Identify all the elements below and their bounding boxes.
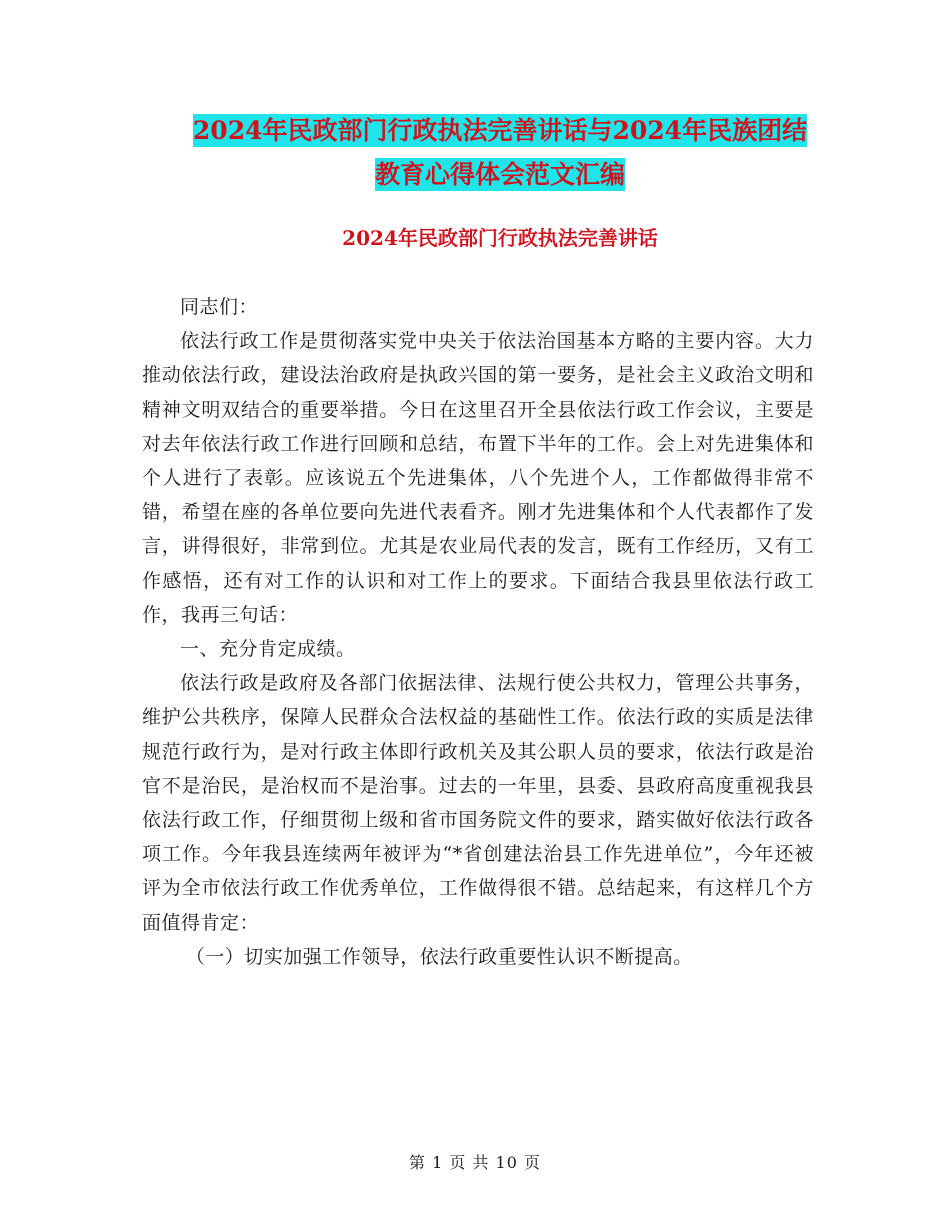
- section-heading: 一、充分肯定成绩。: [180, 638, 356, 661]
- subsection-heading: （一）切实加强工作领导，依法行政重要性认识不断提高。: [185, 945, 693, 968]
- body-paragraph: 依法行政工作是贯彻落实党中央关于依法治国基本方略的主要内容。大力推动依法行政，建设法治政府是执政兴国的第一要务，是社会主义政治文明和精神文明双结合的重要举措。今日在这里召开全县依法行政工作会议，主要是对去年依法行政工作进行回顾和总结，布置下半年的工作。会上对先进集体和个人进行了表彰。应该说五个先进集体，八个先进个人，工作都做得非常不错，希望在座的各单位要向先进代表看齐。刚才先进集体和个人代表都作了发言，讲得很好，非常到位。尤其是农业局代表的发言，既有工作经历，又有工作感悟，还有对工作的认识和对工作上的要求。下面结合我县里依法行政工作，我再三句话：: [142, 330, 814, 626]
- document-body: [142, 290, 814, 974]
- section-title: 2024年民政部门行政执法完善讲话: [342, 226, 658, 250]
- document-title-line-2: 教育心得体会范文汇编: [374, 160, 625, 189]
- body-paragraph: 依法行政是政府及各部门依据法律、法规行使公共权力，管理公共事务，维护公共秩序，保障人民群众合法权益的基础性工作。依法行政的实质是法律规范行政行为，是对行政主体即行政机关及其公职人员的要求，依法行政是治官不是治民，是治权而不是治事。过去的一年里，县委、县政府高度重视我县依法行政工作，仔细贯彻上级和省市国务院文件的要求，踏实做好依法行政各项工作。今年我县连续两年被评为“*省创建法治县工作先进单位”，今年还被评为全市依法行政工作优秀单位，工作做得很不错。总结起来，有这样几个方面值得肯定：: [142, 672, 814, 934]
- salutation: 同志们：: [180, 296, 259, 318]
- page-footer: 第 1 页 共 10 页: [409, 1153, 541, 1172]
- document-title-line-1: 2024年民政部门行政执法完善讲话与2024年民族团结: [192, 116, 808, 145]
